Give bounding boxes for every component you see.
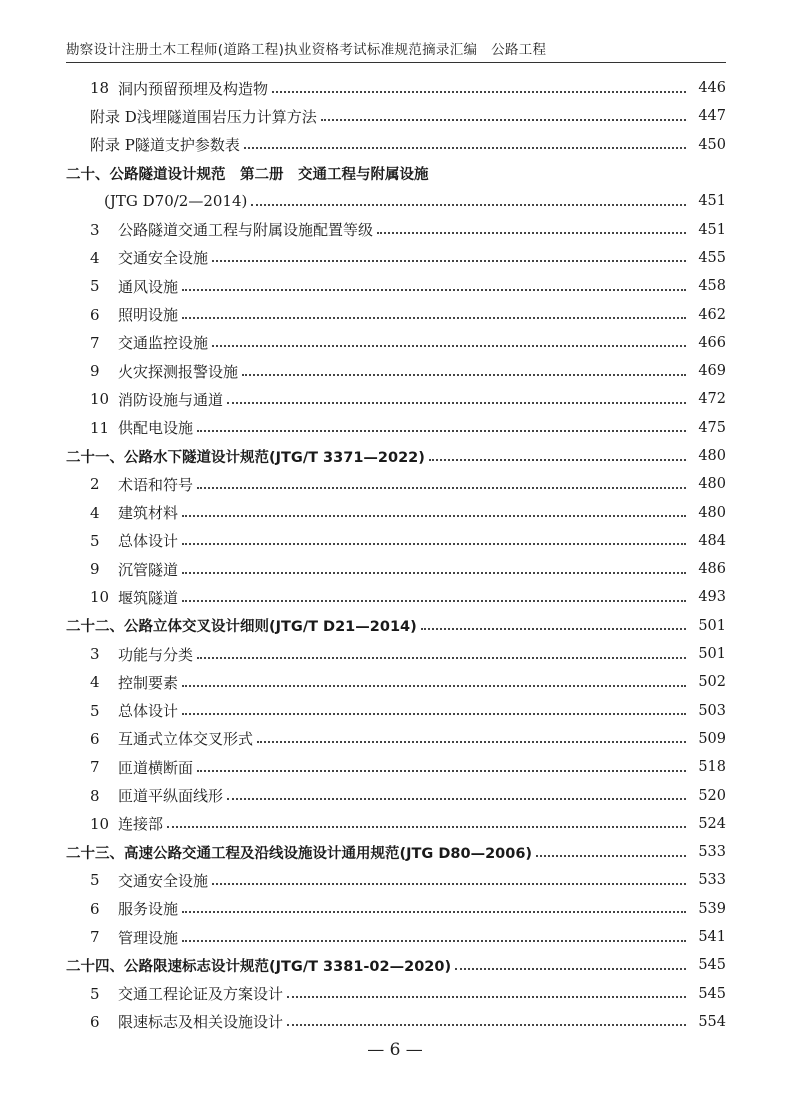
toc-entry-title: 堰筑隧道 [118, 588, 179, 607]
toc-entry [66, 385, 726, 413]
toc-entry [66, 187, 726, 215]
toc-page-number: 446 [698, 80, 726, 97]
toc-entry-title: 限速标志及相关设施设计 [118, 1013, 284, 1032]
toc-entry [66, 697, 726, 725]
toc-entry-number: 5 [90, 531, 100, 550]
toc-page-number: 554 [698, 1013, 726, 1030]
toc-entry-title: 总体设计 [118, 532, 179, 551]
toc-entry-title: 匝道横断面 [118, 758, 194, 777]
toc-entry [66, 300, 726, 328]
toc-entry-number: 6 [90, 305, 100, 324]
toc-entry [66, 1008, 726, 1036]
toc-entry [66, 810, 726, 838]
toc-entry [66, 923, 726, 951]
toc-entry-title: 消防设施与通道 [118, 390, 224, 409]
toc-page-number: 501 [698, 646, 726, 663]
toc-entry-title: 互通式立体交叉形式 [118, 730, 254, 749]
toc-entry [66, 470, 726, 498]
dot-leader [242, 373, 686, 376]
dot-leader [287, 1023, 686, 1026]
toc-entry-number: 7 [90, 928, 100, 947]
toc-page-number: 484 [698, 532, 726, 549]
toc-entry-title: (JTG D70/2—2014) [104, 192, 248, 211]
toc-entry-title: 交通安全设施 [118, 871, 209, 890]
toc-entry-title: 二十、公路隧道设计规范 第二册 交通工程与附属设施 [66, 166, 429, 183]
dot-leader [182, 316, 686, 319]
toc-page-number: 472 [698, 391, 726, 408]
toc-entry-title: 通风设施 [118, 277, 179, 296]
dot-leader [182, 712, 686, 715]
toc-page-number: 502 [698, 674, 726, 691]
toc-entry [66, 640, 726, 668]
dot-leader [197, 486, 686, 489]
toc-entry [66, 357, 726, 385]
toc-page-number: 451 [698, 221, 726, 238]
toc-entry-number: 6 [90, 899, 100, 918]
toc-entry [66, 980, 726, 1008]
dot-leader [197, 429, 686, 432]
toc-entry-number: 18 [90, 79, 110, 98]
toc-entry-title: 控制要素 [118, 673, 179, 692]
toc-entry [66, 753, 726, 781]
toc-entry [66, 725, 726, 753]
dot-leader [455, 967, 686, 970]
toc-entry-title: 服务设施 [118, 900, 179, 919]
toc-entry-title: 交通工程论证及方案设计 [118, 985, 284, 1004]
dot-leader [244, 146, 686, 149]
toc-entry-number: 11 [90, 418, 110, 437]
toc-page-number: 545 [698, 957, 726, 974]
toc-entry [66, 895, 726, 923]
toc-entry [66, 329, 726, 357]
dot-leader [377, 231, 686, 234]
toc-page-number: 462 [698, 306, 726, 323]
dot-leader [321, 118, 686, 121]
toc-page-number: 533 [698, 872, 726, 889]
toc-entry-number: 附录 P [90, 136, 135, 155]
dot-leader [429, 458, 686, 461]
running-header: 勘察设计注册土木工程师(道路工程)执业资格考试标准规范摘录汇编 公路工程 [66, 42, 547, 58]
dot-leader [182, 288, 686, 291]
toc-entry-title: 交通监控设施 [118, 334, 209, 353]
toc-page-number: 520 [698, 787, 726, 804]
toc-entry-number: 9 [90, 560, 100, 579]
toc-entry-title: 功能与分类 [118, 645, 194, 664]
toc-entry [66, 272, 726, 300]
toc-entry-title: 交通安全设施 [118, 249, 209, 268]
toc-page-number: 450 [698, 136, 726, 153]
toc-entry-number: 8 [90, 786, 100, 805]
dot-leader [212, 882, 686, 885]
toc-entry [66, 131, 726, 159]
toc-entry-number: 7 [90, 758, 100, 777]
toc-entry-number: 5 [90, 277, 100, 296]
toc-entry-number: 5 [90, 871, 100, 890]
dot-leader [182, 939, 686, 942]
toc-chapter-entry [66, 951, 726, 979]
toc-page-number: 480 [698, 504, 726, 521]
toc-entry-title: 二十三、高速公路交通工程及沿线设施设计通用规范(JTG D80—2006) [66, 845, 533, 862]
toc-entry [66, 781, 726, 809]
dot-leader [287, 995, 686, 998]
toc-entry-title: 建筑材料 [118, 504, 179, 523]
toc-entry-number: 3 [90, 645, 100, 664]
toc-entry-number: 4 [90, 503, 100, 522]
toc-entry-title: 照明设施 [118, 306, 179, 325]
toc-page-number: 480 [698, 448, 726, 464]
toc-page-number: 475 [698, 419, 726, 436]
toc-entry-title: 隧道支护参数表 [134, 136, 240, 155]
toc-entry-title: 二十二、公路立体交叉设计细则(JTG/T D21—2014) [66, 619, 417, 636]
toc-entry-number: 附录 D [90, 107, 137, 126]
dot-leader [197, 656, 686, 659]
dot-leader [182, 684, 686, 687]
toc-page-number: 458 [698, 278, 726, 295]
dot-leader [182, 514, 686, 517]
dot-leader [536, 854, 686, 857]
toc-entry [66, 555, 726, 583]
toc-entry-number: 5 [90, 701, 100, 720]
toc-page-number: 524 [698, 815, 726, 832]
dot-leader [251, 203, 686, 206]
toc-entry-title: 术语和符号 [118, 475, 194, 494]
toc-entry [66, 498, 726, 526]
toc-entry-number: 5 [90, 984, 100, 1003]
toc-page-number: 480 [698, 476, 726, 493]
toc-entry-title: 二十一、公路水下隧道设计规范(JTG/T 3371—2022) [66, 449, 425, 466]
dot-leader [182, 910, 686, 913]
toc-page-number: 503 [698, 702, 726, 719]
toc-page-number: 469 [698, 363, 726, 380]
toc-page-number: 501 [698, 617, 726, 634]
toc-entry-title: 管理设施 [118, 928, 179, 947]
toc-entry [66, 583, 726, 611]
toc-page-number: 545 [698, 985, 726, 1002]
dot-leader [257, 740, 686, 743]
toc-entry-title: 浅埋隧道围岩压力计算方法 [136, 107, 317, 126]
toc-entry-title: 供配电设施 [118, 419, 194, 438]
toc-entry-title: 火灾探测报警设施 [118, 362, 239, 381]
toc-entry-number: 10 [90, 588, 110, 607]
page-number: — 6 — [367, 1040, 423, 1060]
dot-leader [227, 401, 686, 404]
toc-entry-title: 匝道平纵面线形 [118, 787, 224, 806]
toc-entry-number: 10 [90, 814, 110, 833]
dot-leader [272, 90, 686, 93]
toc-page-number: 455 [698, 249, 726, 266]
toc-chapter-entry [66, 159, 726, 187]
toc-entry-number: 6 [90, 1012, 100, 1031]
dot-leader [212, 259, 686, 262]
dot-leader [212, 344, 686, 347]
toc-page-number: 466 [698, 334, 726, 351]
toc-page-number: 533 [698, 844, 726, 861]
toc-chapter-entry [66, 612, 726, 640]
toc-entry-number: 4 [90, 673, 100, 692]
toc-entry-number: 2 [90, 475, 100, 494]
dot-leader [227, 797, 686, 800]
toc-entry [66, 244, 726, 272]
dot-leader [197, 769, 686, 772]
toc-entry-title: 沉管隧道 [118, 560, 179, 579]
dot-leader [182, 542, 686, 545]
table-of-contents [66, 74, 726, 1036]
toc-entry [66, 527, 726, 555]
toc-page-number: 486 [698, 561, 726, 578]
toc-entry [66, 102, 726, 130]
toc-page-number: 509 [698, 730, 726, 747]
toc-entry [66, 74, 726, 102]
toc-entry-number: 9 [90, 362, 100, 381]
toc-entry [66, 866, 726, 894]
toc-page-number: 539 [698, 900, 726, 917]
toc-entry-number: 4 [90, 248, 100, 267]
toc-entry [66, 414, 726, 442]
toc-page-number: 541 [698, 929, 726, 946]
toc-page-number: 447 [698, 108, 726, 125]
toc-entry-title: 二十四、公路限速标志设计规范(JTG/T 3381-02—2020) [66, 958, 452, 975]
dot-leader [167, 825, 686, 828]
toc-entry-title: 洞内预留预埋及构造物 [118, 79, 269, 98]
toc-entry [66, 215, 726, 243]
toc-entry-number: 6 [90, 729, 100, 748]
toc-entry-number: 10 [90, 390, 110, 409]
toc-page-number: 518 [698, 759, 726, 776]
toc-entry-number: 3 [90, 220, 100, 239]
toc-entry-title: 公路隧道交通工程与附属设施配置等级 [118, 221, 374, 240]
toc-entry [66, 668, 726, 696]
dot-leader [182, 599, 686, 602]
toc-entry-title: 总体设计 [118, 702, 179, 721]
toc-entry-number: 7 [90, 333, 100, 352]
toc-chapter-entry [66, 442, 726, 470]
dot-leader [421, 627, 686, 630]
toc-chapter-entry [66, 838, 726, 866]
toc-entry-title: 连接部 [118, 815, 164, 834]
toc-page-number: 493 [698, 589, 726, 606]
header-rule [66, 62, 726, 63]
dot-leader [182, 571, 686, 574]
toc-page-number: 451 [698, 193, 726, 210]
